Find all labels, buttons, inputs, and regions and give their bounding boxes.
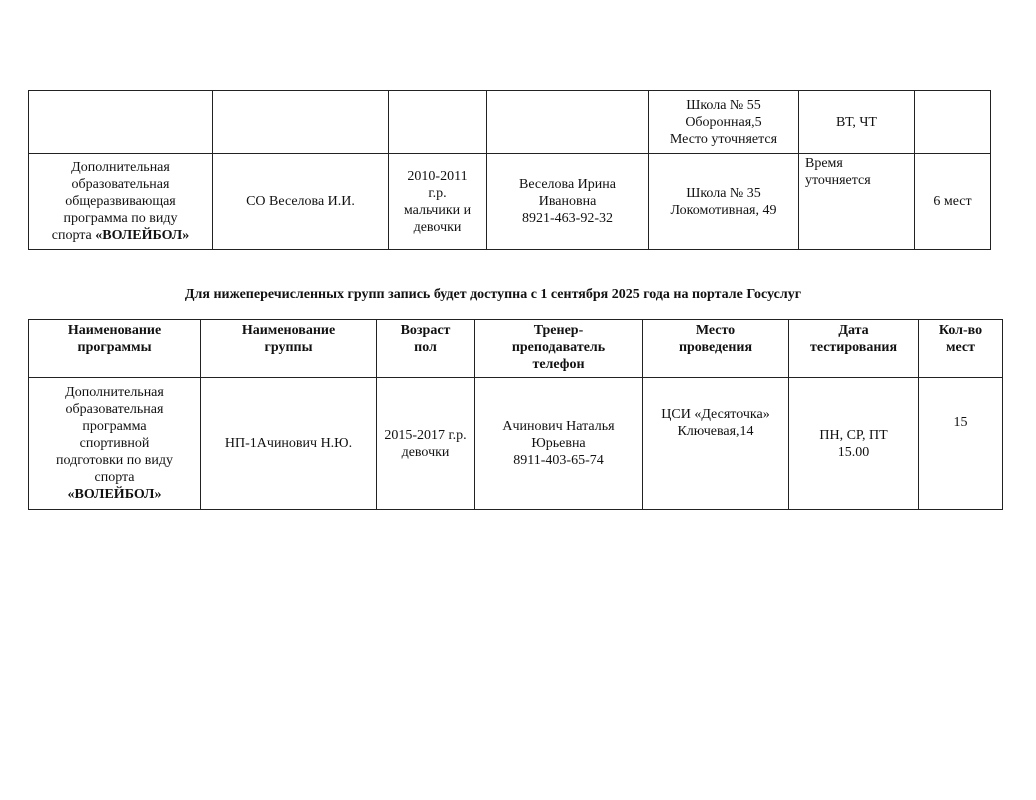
header-line: Наименование — [241, 323, 336, 338]
place-line: Школа № 55 — [686, 97, 761, 113]
coach-line: Ачинович Наталья — [502, 419, 615, 434]
place-line: Оборонная,5 — [685, 114, 762, 130]
age-line: девочки — [401, 444, 450, 460]
coach-line: Ивановна — [538, 194, 597, 209]
coach-line: Веселова Ирина — [519, 177, 616, 192]
program-sport-line — [31, 227, 210, 244]
program-cell — [29, 154, 213, 250]
program-sport-name: «ВОЛЕЙБОЛ» — [95, 228, 190, 243]
coach-line: Юрьевна — [531, 436, 586, 451]
header-program — [29, 320, 201, 378]
date-line: 15.00 — [837, 444, 870, 460]
age-cell — [389, 91, 487, 154]
table-row — [29, 91, 991, 154]
header-line: Дата — [838, 323, 869, 338]
program-cell — [29, 91, 213, 154]
program-line: Дополнительная — [65, 385, 164, 400]
header-seats — [919, 320, 1003, 378]
group-cell: СО Веселова И.И. — [213, 154, 389, 250]
group-cell: НП-1Ачинович Н.Ю. — [201, 378, 377, 510]
age-line: мальчики и — [403, 202, 472, 218]
program-line: спорта — [94, 470, 135, 485]
header-line: преподаватель — [511, 340, 606, 355]
place-line: Ключевая,14 — [677, 424, 754, 439]
header-line: тестирования — [809, 340, 898, 355]
program-sport-prefix: спорта — [51, 228, 96, 243]
coach-phone: 8911-403-65-74 — [513, 453, 604, 468]
table-row — [29, 378, 1003, 510]
header-date — [789, 320, 919, 378]
time-line: Время — [805, 156, 843, 171]
place-line: ЦСИ «Десяточка» — [661, 407, 770, 422]
schedule-table-continued — [28, 90, 991, 250]
age-line: 2010-2011 — [407, 168, 468, 184]
place-cell — [643, 378, 789, 510]
coach-cell — [475, 378, 643, 510]
header-line: проведения — [678, 340, 753, 355]
program-line: программа — [82, 419, 147, 434]
table-row — [29, 154, 991, 250]
header-line: Наименование — [67, 323, 162, 338]
program-line: общеразвивающая — [65, 194, 176, 209]
date-cell — [789, 378, 919, 510]
place-line: Локомотивная, 49 — [670, 202, 777, 218]
coach-cell — [487, 91, 649, 154]
header-line: Возраст — [400, 323, 451, 338]
registration-notice-heading: Для нижеперечисленных групп запись будет доступна с 1 сентября 2025 года на портале Госуслуг — [184, 287, 802, 302]
seats-cell: 6 мест — [915, 154, 991, 250]
header-line: мест — [945, 340, 975, 355]
header-age — [377, 320, 475, 378]
program-line: Дополнительная — [71, 160, 170, 175]
seats-cell — [915, 91, 991, 154]
header-row — [29, 320, 1003, 378]
header-line: пол — [414, 340, 437, 355]
program-line: программа по виду — [63, 211, 178, 226]
registration-table — [28, 319, 1003, 510]
age-line: девочки — [413, 219, 462, 235]
coach-cell — [487, 154, 649, 250]
age-cell — [377, 378, 475, 510]
program-line: образовательная — [65, 402, 164, 417]
header-place — [643, 320, 789, 378]
header-coach — [475, 320, 643, 378]
age-line: г.р. — [428, 185, 447, 201]
time-line: уточняется — [805, 173, 871, 188]
place-line: Место уточняется — [669, 131, 778, 147]
group-cell — [213, 91, 389, 154]
age-cell — [389, 154, 487, 250]
program-line: подготовки по виду — [56, 453, 173, 468]
header-line: группы — [264, 340, 313, 355]
header-line: телефон — [532, 357, 585, 372]
header-line: Кол-во — [938, 323, 983, 338]
days-cell: ВТ, ЧТ — [799, 91, 915, 154]
program-line: образовательная — [71, 177, 170, 192]
header-line: программы — [77, 340, 152, 355]
age-line: 2015-2017 г.р. — [384, 427, 467, 443]
time-cell — [799, 154, 915, 250]
header-group — [201, 320, 377, 378]
place-line: Школа № 35 — [686, 185, 761, 201]
seats-cell: 15 — [919, 378, 1003, 510]
date-line: ПН, СР, ПТ — [819, 427, 888, 443]
program-cell — [29, 378, 201, 510]
header-line: Тренер- — [533, 323, 584, 338]
program-line: спортивной — [79, 436, 150, 451]
coach-phone: 8921-463-92-32 — [522, 211, 613, 226]
program-sport-name: «ВОЛЕЙБОЛ» — [67, 487, 162, 502]
place-cell — [649, 91, 799, 154]
header-line: Место — [695, 323, 736, 338]
place-cell — [649, 154, 799, 250]
